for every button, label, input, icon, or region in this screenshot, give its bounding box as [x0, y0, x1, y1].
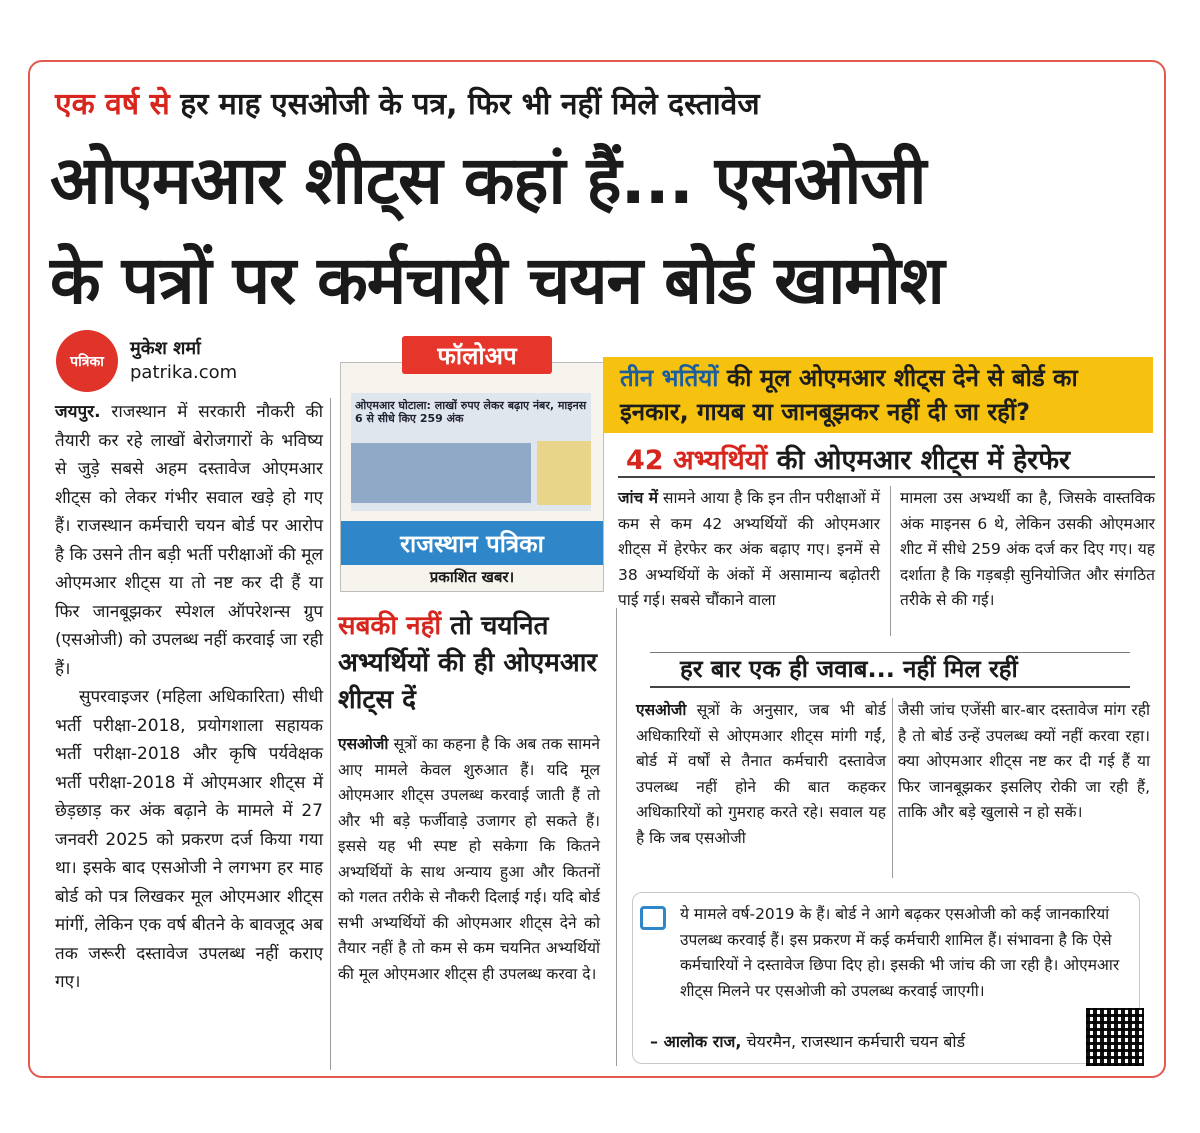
author-site: patrika.com [130, 362, 238, 383]
mid-column-a [618, 486, 880, 614]
har-rule-bottom [650, 686, 1130, 688]
mid-a-lead: जांच में [618, 489, 659, 507]
har-heading: हर बार एक ही जवाब... नहीं मिल रहीं [680, 655, 1018, 683]
column-divider-2 [890, 486, 891, 636]
column-divider-4 [892, 698, 893, 878]
highlight-rest: की मूल ओएमआर शीट्स देने से बोर्ड का इनकार, गायब या जानबूझकर नहीं दी जा रहीं? [620, 364, 1078, 426]
har-a-text: सूत्रों के अनुसार, जब भी बोर्ड अधिकारियों से ओएमआर शीट्स मांगी गईं, बोर्ड में वर्षों से तैनात कर्मचारी दस्तावेज उपलब्ध नहीं होने की बात कहकर अधिकारियों को गुमराह करते रहे। सवाल यह है कि जब एसओजी [636, 701, 886, 847]
col1-para-1: राजस्थान में सरकारी नौकरी की तैयारी कर रहे लाखों बेरोजगारों के भविष्य से जुड़े सबसे अहम दस्तावेज ओएमआर शीट्स को लेकर गंभीर सवाल खड़े हो गए हैं। राजस्थान कर्मचारी चयन बोर्ड पर आरोप है कि उसने तीन बड़ी भर्ती परीक्षाओं की मूल ओएमआर शीट्स या तो नष्ट कर दी हैं या फिर जानबूझकर स्पेशल ऑपरेशन्स ग्रुप (एसओजी) को उपलब्ध नहीं करवाई जा रही हैं। [55, 402, 323, 679]
quote-bubble-icon [640, 906, 666, 930]
sab-lead: एसओजी [338, 735, 389, 753]
clipping-photo [351, 443, 531, 503]
answer-column-b [898, 698, 1150, 826]
headline-line-1: ओएमआर शीट्स कहां हैं... एसओजी [50, 142, 926, 219]
mid-a-text: सामने आया है कि इन तीन परीक्षाओं में कम से कम 42 अभ्यर्थियों की ओएमआर शीट्स में हेरफेर कर अंक बढ़ाए गए। इनमें से 38 अभ्यर्थियों के अंकों में असामान्य बढ़ोतरी पाई गई। सबसे चौंकाने वाला [618, 489, 880, 609]
followup-label: फॉलोअप [402, 336, 552, 374]
kicker-rest: हर माह एसओजी के पत्र, फिर भी नहीं मिले दस्तावेज [169, 87, 760, 122]
column-divider-1 [330, 398, 331, 1070]
clipping-caption: प्रकाशित खबर। [429, 568, 515, 586]
sab-heading-red: सबकी नहीं [338, 611, 442, 641]
subhead-42-red: 42 अभ्यर्थियों [626, 445, 768, 476]
highlight-blue: तीन भर्तियों [620, 364, 719, 392]
har-b-text: जैसी जांच एजेंसी बार-बार दस्तावेज मांग रही है तो बोर्ड उन्हें उपलब्ध क्यों नहीं करवा रहा। क्या ओएमआर शीट्स नष्ट कर दी गई हैं या फिर जानबूझकर इसलिए रोकी जा रही हैं, ताकि और बड़े खुलासे न हो सकें। [898, 701, 1150, 821]
clipping-chart [537, 441, 591, 505]
column-1 [55, 398, 323, 997]
answer-column-a [636, 698, 886, 851]
quote-name: – आलोक राज, [650, 1032, 742, 1051]
clipping-image [340, 362, 604, 592]
quote-role: चेयरमैन, राजस्थान कर्मचारी चयन बोर्ड [741, 1032, 966, 1051]
clipping-banner: राजस्थान पत्रिका [341, 521, 603, 565]
mid-column-b [900, 486, 1155, 614]
subhead-rule [618, 476, 1155, 478]
patrika-logo: पत्रिका [56, 330, 118, 392]
author-name: मुकेश शर्मा [130, 338, 201, 359]
sab-column [338, 732, 600, 987]
kicker [55, 82, 760, 123]
mid-b-text: मामला उस अभ्यर्थी का है, जिसके वास्तविक अंक माइनस 6 थे, लेकिन उसकी ओएमआर शीट में सीधे 259 अंक दर्ज कर दिए गए। यह दर्शाता है कि गड़बड़ी सुनियोजित और संगठित तरीके से की गई। [900, 489, 1155, 609]
clipping-headline: ओएमआर घोटाला: लाखों रुपए लेकर बढ़ाए नंबर, माइनस 6 से सीधे किए 259 अंक [355, 399, 587, 425]
headline-line-2: के पत्रों पर कर्मचारी चयन बोर्ड खामोश [50, 242, 944, 319]
col1-para-2: सुपरवाइजर (महिला अधिकारिता) सीधी भर्ती परीक्षा-2018, प्रयोगशाला सहायक भर्ती परीक्षा-2018 और कृषि पर्यवेक्षक भर्ती परीक्षा-2018 में ओएमआर शीट्स में छेड़छाड़ कर अंक बढ़ाने के मामले में 27 जनवरी 2025 को प्रकरण दर्ज किया गया था। इसके बाद एसओजी ने लगभग हर माह बोर्ड को पत्र लिखकर मूल ओएमआर शीट्स मांगीं, लेकिन एक वर्ष बीतने के बावजूद अब तक जरूरी दस्तावेज उपलब्ध नहीं कराए गए। [55, 687, 323, 992]
sab-heading [338, 608, 606, 719]
qr-code-icon [1086, 1008, 1144, 1066]
sab-heading-rest: तो चयनित अभ्यर्थियों की ही ओएमआर शीट्स दें [338, 611, 598, 715]
quote-text: ये मामले वर्ष-2019 के हैं। बोर्ड ने आगे बढ़कर एसओजी को कई जानकारियां उपलब्ध करवाई हैं। इस प्रकरण में कई कर्मचारी शामिल हैं। संभावना है कि ऐसे कर्मचारियों ने दस्तावेज छिपा दिए हो। इसकी भी जांच की जा रही है। ओएमआर शीट्स मिलने पर एसओजी को उपलब्ध करवाई जाएगी। [680, 905, 1120, 1000]
har-a-lead: एसओजी [636, 701, 687, 719]
sab-text: सूत्रों का कहना है कि अब तक सामने आए मामले केवल शुरुआत हैं। यदि मूल ओएमआर शीट्स उपलब्ध करवाई जाती हैं तो और भी बड़े फर्जीवाड़े उजागर हो सकते हैं। इससे यह भी स्पष्ट हो सकेगा कि कितने अभ्यर्थियों के साथ अन्याय हुआ और कितनों को गलत तरीके से नौकरी दिलाई गई। यदि बोर्ड सभी अभ्यर्थियों की ओएमआर शीट्स देने को तैयार नहीं है तो कम से कम चयनित अभ्यर्थियों की मूल ओएमआर शीट्स ही उपलब्ध करवा दे। [338, 735, 600, 983]
column-divider-3 [616, 608, 617, 1066]
subhead-42 [626, 440, 1070, 477]
highlight-text [620, 361, 1140, 429]
dateline: जयपुर. [55, 402, 101, 422]
subhead-42-rest: की ओएमआर शीट्स में हेरफेर [767, 445, 1071, 476]
quote-attribution [650, 1030, 965, 1052]
kicker-highlight: एक वर्ष से [55, 87, 170, 122]
